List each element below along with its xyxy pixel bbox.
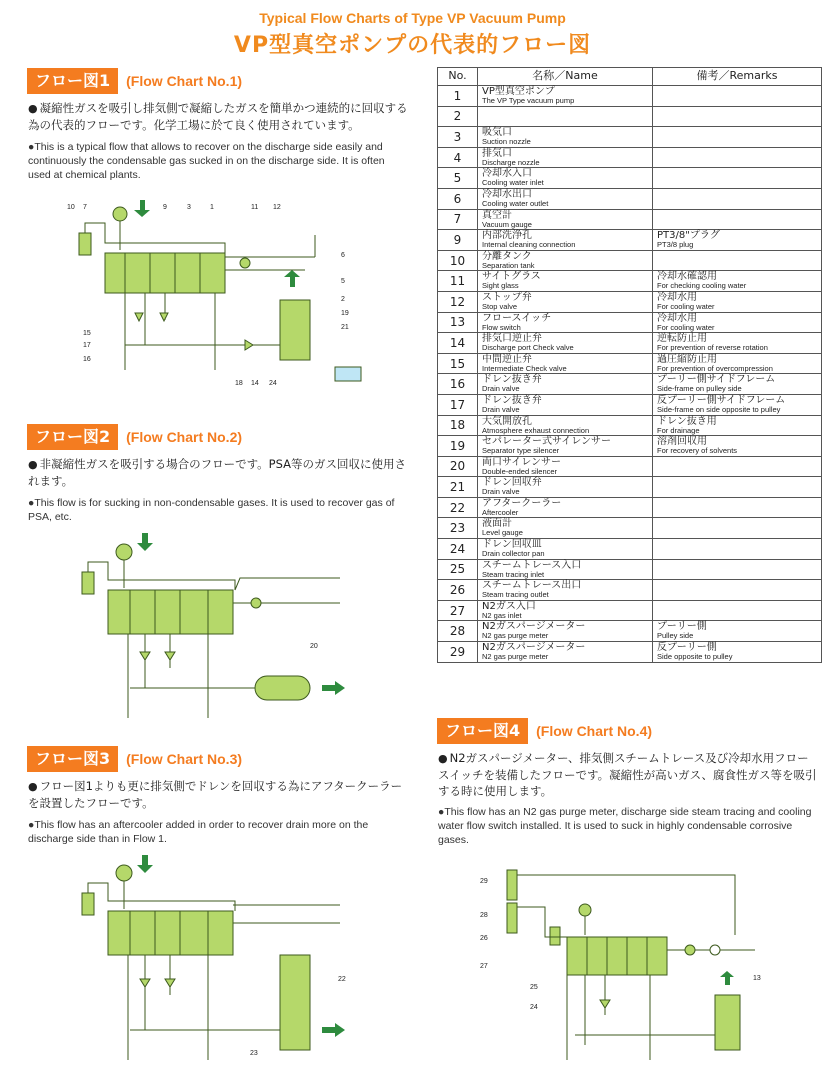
row-remarks: [653, 415, 822, 436]
row-name: [478, 559, 653, 580]
row-name-jp: セパレーター式サイレンサー: [482, 436, 612, 448]
row-remarks-en: Side-frame on side opposite to pulley: [657, 404, 781, 414]
row-remarks: [653, 230, 822, 251]
table-row: [438, 312, 822, 333]
row-remarks: [653, 353, 822, 374]
label-20: 20: [310, 643, 318, 650]
row-no: 9: [438, 230, 478, 251]
row-name: [478, 642, 653, 663]
row-remarks-jp: PT3/8"プラグ: [657, 230, 720, 242]
row-name-en: Drain valve: [482, 487, 520, 497]
row-no: 20: [438, 456, 478, 477]
label-25: 25: [530, 984, 538, 991]
row-name: [478, 415, 653, 436]
label-19: 19: [341, 310, 349, 317]
row-name-en: Intermediate Check valve: [482, 363, 567, 373]
row-name: [478, 497, 653, 518]
row-name: [478, 209, 653, 230]
label-3: 3: [187, 204, 191, 211]
row-name-en: Sight glass: [482, 281, 519, 291]
row-name-en: Vacuum gauge: [482, 219, 532, 229]
row-remarks-jp: 冷却水用: [657, 312, 697, 324]
flow4-desc-en: ●This flow has an N2 gas purge meter, discharge side steam tracing and cooling water flow switch installed. It is used to suck in highly condensable corrosive gases.: [438, 806, 812, 846]
row-name: [478, 600, 653, 621]
row-name-jp: ドレン回収弁: [482, 477, 542, 489]
row-name-jp: 液面計: [482, 518, 512, 530]
row-remarks: [653, 539, 822, 560]
label-14: 14: [251, 380, 259, 387]
row-no: 14: [438, 333, 478, 354]
row-name-en: Cooling water outlet: [482, 198, 549, 208]
table-header-no: No.: [438, 68, 478, 86]
table-row: [438, 291, 822, 312]
row-remarks-jp: 逆転防止用: [657, 333, 707, 345]
flow2-title: [27, 424, 242, 450]
row-name-en: Suction nozzle: [482, 137, 531, 147]
row-name-jp: 内部洗浄孔: [482, 230, 532, 242]
row-remarks-en: Side-frame on pulley side: [657, 384, 742, 394]
row-remarks: [653, 147, 822, 168]
row-name-en: Atmosphere exhaust connection: [482, 425, 590, 435]
row-name: [478, 312, 653, 333]
table-row: [438, 456, 822, 477]
row-name-en: Internal cleaning connection: [482, 240, 576, 250]
row-name: [478, 271, 653, 292]
row-no: 19: [438, 436, 478, 457]
row-remarks-jp: 反プーリー側: [657, 642, 717, 654]
row-name-en: Separation tank: [482, 260, 535, 270]
row-name-jp: N2ガスパージメーター: [482, 621, 586, 633]
flow2-desc-en: ●This flow is for sucking in non-condensable gases. It is used to recover gas of PSA, etc.: [28, 497, 395, 523]
row-remarks: [653, 106, 822, 127]
row-no: 26: [438, 580, 478, 601]
row-name-jp: 冷却水出口: [482, 188, 532, 200]
table-row: [438, 580, 822, 601]
row-no: 17: [438, 394, 478, 415]
row-remarks-en: For drainage: [657, 425, 700, 435]
row-no: 24: [438, 539, 478, 560]
flow3-desc-en: ●This flow has an aftercooler added in order to recover drain more on the discharge side than in Flow 1.: [28, 819, 369, 845]
row-name-jp: サイトグラス: [482, 271, 541, 283]
row-name: [478, 394, 653, 415]
row-name-en: Cooling water inlet: [482, 178, 544, 188]
row-remarks-en: Side opposite to pulley: [657, 652, 733, 662]
row-name-jp: スチームトレース出口: [482, 580, 582, 592]
row-name-en: N2 gas purge meter: [482, 631, 549, 641]
flow3-title: [27, 746, 242, 772]
parts-table: [437, 67, 822, 663]
row-name-jp: 中間逆止弁: [482, 353, 532, 365]
row-name-en: Drain collector pan: [482, 549, 545, 559]
row-name-en: Flow switch: [482, 322, 521, 332]
flow4-desc-jp: ● N2ガスパージメーター、排気側スチームトレース及び冷却水用フロースイッチを装備したフローです。凝縮性が高いガス、腐食性ガス等を吸引する時に使用します。: [438, 751, 817, 798]
row-no: 13: [438, 312, 478, 333]
flow3-desc-jp: ● フロー図1よりも更に排気側でドレンを回収する為にアフタークーラーを設置したフローです。: [28, 779, 403, 810]
row-remarks-jp: 過圧縮防止用: [657, 353, 717, 365]
flow4-title: [437, 718, 652, 744]
row-no: 22: [438, 497, 478, 518]
row-no: 23: [438, 518, 478, 539]
label-24: 24: [269, 380, 277, 387]
row-name: [478, 333, 653, 354]
row-name-en: Discharge nozzle: [482, 157, 540, 167]
row-remarks: [653, 518, 822, 539]
label-12: 12: [273, 204, 281, 211]
table-row: [438, 188, 822, 209]
row-name-en: Steam tracing inlet: [482, 569, 545, 579]
row-name-jp: 両口サイレンサー: [482, 456, 562, 468]
row-name-jp: アフタークーラー: [482, 497, 562, 509]
row-name: [478, 168, 653, 189]
row-no: 5: [438, 168, 478, 189]
row-no: 7: [438, 209, 478, 230]
table-row: [438, 168, 822, 189]
row-name: [478, 621, 653, 642]
row-name-jp: 排気口: [482, 147, 512, 159]
row-no: 25: [438, 559, 478, 580]
row-remarks-en: For cooling water: [657, 322, 715, 332]
table-row: [438, 415, 822, 436]
table-row: [438, 559, 822, 580]
row-remarks: [653, 559, 822, 580]
row-remarks: [653, 621, 822, 642]
label-17: 17: [83, 342, 91, 349]
table-row: [438, 353, 822, 374]
table-row: [438, 600, 822, 621]
table-row: [438, 621, 822, 642]
row-remarks-en: For prevention of reverse rotation: [657, 343, 768, 353]
row-remarks-jp: 溶剤回収用: [657, 436, 707, 448]
table-row: [438, 271, 822, 292]
row-remarks: [653, 600, 822, 621]
flow2-tag: フロー図2: [27, 424, 118, 450]
row-name: [478, 580, 653, 601]
row-remarks: [653, 456, 822, 477]
flow4-en: (Flow Chart No.4): [536, 723, 653, 739]
row-name: [478, 106, 653, 127]
table-row: [438, 106, 822, 127]
flow3-tag: フロー図3: [27, 746, 118, 772]
row-name-en: Level gauge: [482, 528, 523, 538]
row-name: [478, 291, 653, 312]
row-remarks: [653, 271, 822, 292]
row-remarks: [653, 86, 822, 107]
row-remarks: [653, 436, 822, 457]
label-23: 23: [250, 1050, 258, 1057]
row-name-en: Discharge port Check valve: [482, 343, 574, 353]
row-remarks: [653, 250, 822, 271]
row-name-jp: ドレン抜き弁: [482, 374, 542, 386]
row-no: 15: [438, 353, 478, 374]
row-no: 21: [438, 477, 478, 498]
row-name: [478, 188, 653, 209]
label-9: 9: [163, 204, 167, 211]
flow4-tag: フロー図4: [437, 718, 528, 744]
label-28: 28: [480, 912, 488, 919]
row-remarks-en: For cooling water: [657, 301, 715, 311]
row-remarks-en: PT3/8 plug: [657, 240, 694, 250]
flow-chart-3-diagram: [60, 855, 370, 1065]
table-header-name: 名称／Name: [478, 68, 653, 86]
table-row: [438, 374, 822, 395]
table-row: [438, 333, 822, 354]
flow1-en: (Flow Chart No.1): [126, 73, 243, 89]
row-no: 18: [438, 415, 478, 436]
row-remarks: [653, 477, 822, 498]
row-remarks-jp: 冷却水用: [657, 291, 697, 303]
row-no: 29: [438, 642, 478, 663]
row-name-jp: 冷却水入口: [482, 168, 532, 180]
table-row: [438, 539, 822, 560]
row-name-jp: N2ガス入口: [482, 600, 536, 612]
row-no: 3: [438, 127, 478, 148]
flow1-tag: フロー図1: [27, 68, 118, 94]
table-row: [438, 497, 822, 518]
row-name: [478, 353, 653, 374]
row-name-en: Double-ended silencer: [482, 466, 558, 476]
table-row: [438, 86, 822, 107]
row-name: [478, 250, 653, 271]
row-name-jp: 吸気口: [482, 127, 512, 139]
label-26: 26: [480, 935, 488, 942]
row-remarks: [653, 394, 822, 415]
flow-chart-4-diagram: [475, 865, 775, 1065]
row-remarks: [653, 291, 822, 312]
label-10: 10: [67, 204, 75, 211]
label-24: 24: [530, 1004, 538, 1011]
row-name-en: N2 gas purge meter: [482, 652, 549, 662]
row-name-en: Steam tracing outlet: [482, 590, 549, 600]
flow1-desc-en: ●This is a typical flow that allows to recover on the discharge side easily and continuously the condensable gas sucked in on the discharge side. It is often used at chemical plants.: [28, 141, 385, 181]
row-remarks: [653, 312, 822, 333]
row-remarks-en: For recovery of solvents: [657, 446, 738, 456]
table-row: [438, 642, 822, 663]
flow-chart-1-diagram: [55, 195, 375, 390]
row-name: [478, 539, 653, 560]
row-remarks-jp: 反プーリー側サイドフレーム: [657, 394, 786, 406]
label-16: 16: [83, 356, 91, 363]
label-1: 1: [210, 204, 214, 211]
row-no: 11: [438, 271, 478, 292]
row-name: [478, 374, 653, 395]
label-13: 13: [753, 975, 761, 982]
label-21: 21: [341, 324, 349, 331]
label-18: 18: [235, 380, 243, 387]
table-row: [438, 518, 822, 539]
label-6: 6: [341, 252, 345, 259]
row-remarks-en: For checking cooling water: [657, 281, 747, 291]
label-11: 11: [251, 204, 259, 211]
row-remarks-en: For prevention of overcompression: [657, 363, 773, 373]
row-no: 6: [438, 188, 478, 209]
flow2-desc-jp: ● 非凝縮性ガスを吸引する場合のフローです。PSA等のガス回収に使用されます。: [28, 457, 407, 488]
row-no: 4: [438, 147, 478, 168]
row-name-jp: ドレン回収皿: [482, 539, 542, 551]
header-title-jp: VP型真空ポンプの代表的フロー図: [233, 33, 592, 58]
row-name-jp: スチームトレース入口: [482, 559, 582, 571]
label-7: 7: [83, 204, 87, 211]
table-row: [438, 127, 822, 148]
label-15: 15: [83, 330, 91, 337]
table-row: [438, 209, 822, 230]
row-no: 27: [438, 600, 478, 621]
row-remarks: [653, 642, 822, 663]
row-name: [478, 86, 653, 107]
row-name: [478, 436, 653, 457]
row-name-en: Separator type silencer: [482, 446, 560, 456]
row-name-jp: 排気口逆止弁: [482, 333, 542, 345]
row-name-en: Drain valve: [482, 404, 520, 414]
table-row: [438, 230, 822, 251]
row-name-jp: ドレン抜き弁: [482, 394, 542, 406]
row-name: [478, 127, 653, 148]
row-name-en: Stop valve: [482, 301, 518, 311]
row-no: 10: [438, 250, 478, 271]
row-name-jp: 分離タンク: [482, 250, 532, 262]
row-remarks: [653, 209, 822, 230]
row-no: 2: [438, 106, 478, 127]
row-no: 1: [438, 86, 478, 107]
flow1-title: [27, 68, 242, 94]
row-no: 12: [438, 291, 478, 312]
row-remarks: [653, 188, 822, 209]
flow-chart-2-diagram: [60, 528, 370, 723]
table-row: [438, 250, 822, 271]
row-remarks-jp: 冷却水確認用: [657, 271, 717, 283]
row-remarks-jp: ドレン抜き用: [657, 415, 717, 427]
row-name: [478, 147, 653, 168]
flow3-en: (Flow Chart No.3): [126, 751, 243, 767]
row-remarks: [653, 497, 822, 518]
row-remarks: [653, 333, 822, 354]
label-5: 5: [341, 278, 345, 285]
label-22: 22: [338, 976, 346, 983]
row-name-jp: フロースイッチ: [482, 312, 552, 324]
row-name-jp: 大気開放孔: [482, 415, 532, 427]
row-remarks-jp: プーリー側サイドフレーム: [657, 374, 776, 386]
flow2-en: (Flow Chart No.2): [126, 429, 243, 445]
table-header-remarks: 備考／Remarks: [653, 68, 822, 86]
table-row: [438, 477, 822, 498]
row-name-en: Aftercooler: [482, 507, 519, 517]
table-row: [438, 147, 822, 168]
label-29: 29: [480, 878, 488, 885]
row-name-jp: VP型真空ポンプ: [482, 86, 555, 97]
row-name-jp: ストップ弁: [482, 291, 532, 303]
row-name: [478, 518, 653, 539]
row-remarks: [653, 127, 822, 148]
label-27: 27: [480, 963, 488, 970]
row-no: 16: [438, 374, 478, 395]
table-row: [438, 436, 822, 457]
flow1-desc-jp: ● 凝縮性ガスを吸引し排気側で凝縮したガスを簡単かつ連続的に回収する為の代表的フローです。化学工場に於て良く使用されています。: [28, 101, 408, 132]
label-2: 2: [341, 296, 345, 303]
row-name: [478, 456, 653, 477]
row-remarks-jp: プーリー側: [657, 621, 707, 633]
row-name: [478, 230, 653, 251]
row-remarks: [653, 168, 822, 189]
row-no: 28: [438, 621, 478, 642]
header-title-en: Typical Flow Charts of Type VP Vacuum Pump: [259, 10, 566, 26]
row-name: [478, 477, 653, 498]
table-row: [438, 394, 822, 415]
row-name-en: Drain valve: [482, 384, 520, 394]
row-name-en: The VP Type vacuum pump: [482, 96, 575, 105]
row-name-jp: N2ガスパージメーター: [482, 642, 586, 654]
row-remarks: [653, 374, 822, 395]
row-name-jp: 真空計: [482, 209, 512, 221]
row-name-en: N2 gas inlet: [482, 610, 522, 620]
row-remarks: [653, 580, 822, 601]
row-remarks-en: Pulley side: [657, 631, 694, 641]
